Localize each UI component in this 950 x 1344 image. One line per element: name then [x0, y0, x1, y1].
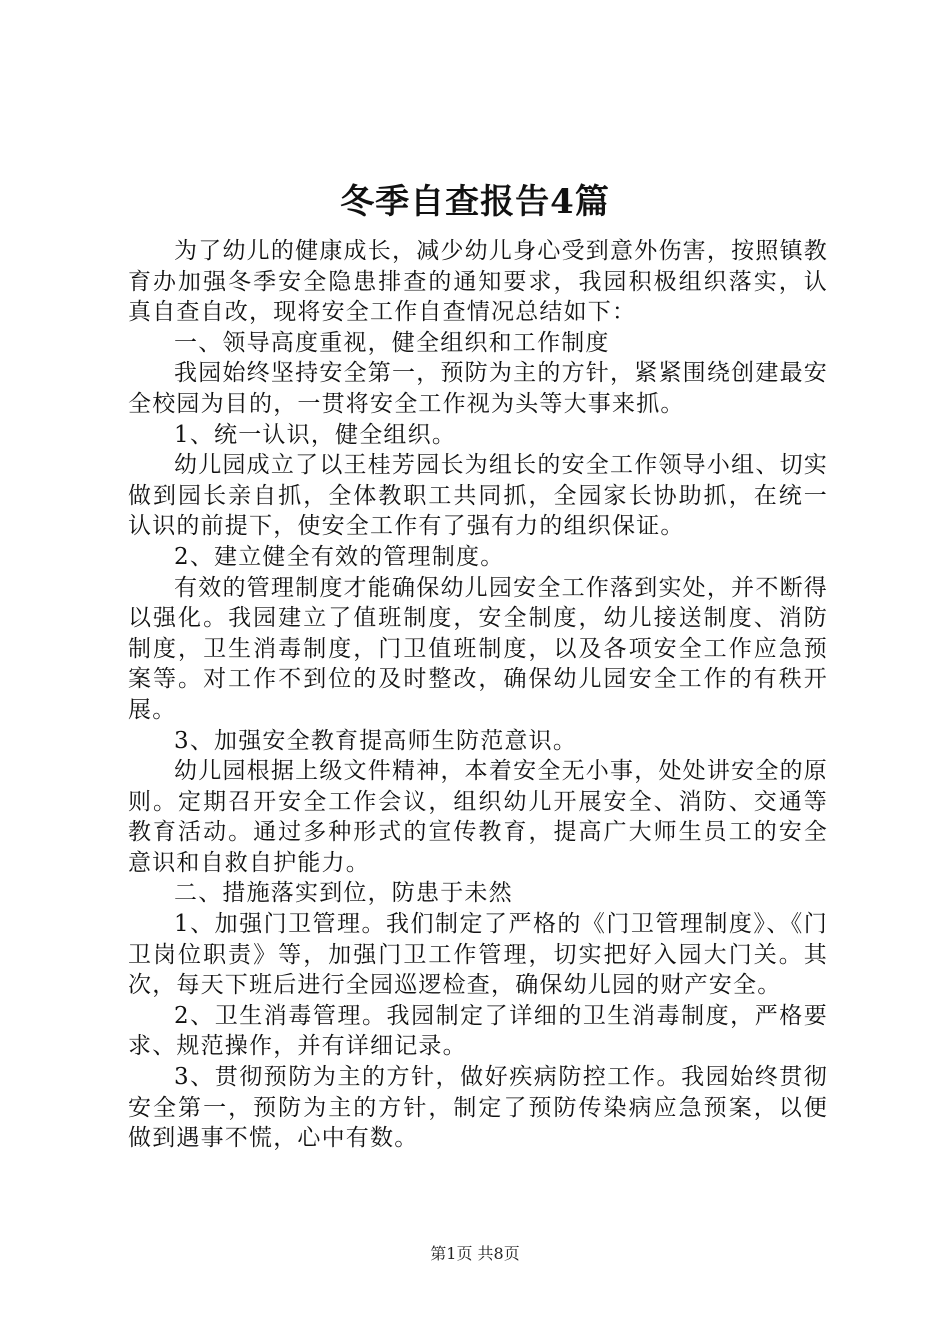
paragraph: 3、贯彻预防为主的方针，做好疾病防控工作。我园始终贯彻安全第一，预防为主的方针，制定了预防传染病应急预案，以便做到遇事不慌，心中有数。 [128, 1064, 828, 1152]
paragraph: 有效的管理制度才能确保幼儿园安全工作落到实处，并不断得以强化。我园建立了值班制度，安全制度，幼儿接送制度、消防制度，卫生消毒制度，门卫值班制度，以及各项安全工作应急预案等。对工作不到位的及时整改，确保幼儿园安全工作的有秩开展。 [128, 574, 828, 723]
paragraph: 幼儿园根据上级文件精神，本着安全无小事，处处讲安全的原则。定期召开安全工作会议，组织幼儿开展安全、消防、交通等教育活动。通过多种形式的宣传教育，提高广大师生员工的安全意识和自救自护能力。 [128, 758, 828, 876]
subheading: 2、建立健全有效的管理制度。 [174, 543, 505, 570]
paragraph: 我园始终坚持安全第一，预防为主的方针，紧紧围绕创建最安全校园为目的，一贯将安全工作视为头等大事来抓。 [128, 360, 828, 417]
paragraph-intro: 为了幼儿的健康成长，减少幼儿身心受到意外伤害，按照镇教育办加强冬季安全隐患排查的通知要求，我园积极组织落实，认真自查自改，现将安全工作自查情况总结如下： [128, 238, 828, 326]
document-body [128, 236, 828, 1154]
paragraph: 2、卫生消毒管理。我园制定了详细的卫生消毒制度，严格要求、规范操作，并有详细记录。 [128, 1002, 828, 1060]
subheading: 1、统一认识，健全组织。 [174, 421, 457, 448]
document-title: 冬季自查报告4篇 [340, 182, 610, 222]
subheading: 3、加强安全教育提高师生防范意识。 [174, 727, 578, 754]
page-number-footer: 第1页 共8页 [430, 1244, 520, 1263]
paragraph: 幼儿园成立了以王桂芳园长为组长的安全工作领导小组、切实做到园长亲自抓，全体教职工共同抓，全园家长协助抓，在统一认识的前提下，使安全工作有了强有力的组织保证。 [128, 452, 828, 540]
paragraph: 1、加强门卫管理。我们制定了严格的《门卫管理制度》、《门卫岗位职责》等，加强门卫工作管理，切实把好入园大门关。其次，每天下班后进行全园巡逻检查，确保幼儿园的财产安全。 [128, 911, 828, 999]
heading-section-1: 一、领导高度重视，健全组织和工作制度 [174, 329, 610, 356]
heading-section-2: 二、措施落实到位，防患于未然 [174, 880, 513, 907]
